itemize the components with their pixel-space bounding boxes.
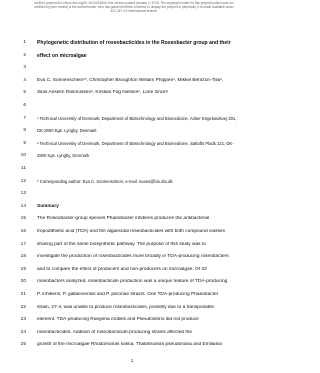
manuscript-line (0, 128, 264, 138)
section-heading: Summary (37, 203, 59, 209)
preprint-header-note: bioRxiv preprint doi: https://doi.org/10.1101/242842; this version posted January 4, 2018. The copyright holder for this preprint (which was not certified by peer review) is the author/funder, who has granted bioRxiv a license to display the preprint in perpetuity. It is made available under aCC-BY 4.0 International license. (34, 1, 234, 13)
line-number: 7 (23, 115, 26, 121)
manuscript-line (0, 305, 264, 315)
line-number: 8 (23, 128, 26, 134)
title-line: Phylogenetic distribution of roseobacticides in the Roseobacter group and their (37, 40, 231, 46)
line-number: 3 (23, 65, 26, 71)
manuscript-line (0, 103, 264, 113)
line-number: 13 (20, 191, 26, 197)
line-number: 6 (23, 103, 26, 108)
line-text: and to compare the effect of producers and non-producers on microalgae. Of 33 (37, 266, 207, 272)
line-text: ² Technical University of Denmark, Department of Biotechnology and Biomedicine, Søltofts Plads 221, DK- (37, 140, 234, 146)
line-number: 20 (20, 279, 26, 285)
line-text: strain, 27-4, was unable to produce roseobacticides, possibly due to a transposable (37, 304, 215, 310)
line-text: element. TDA-producing Ruegeria mobilis and Pseudovibrio did not produce (37, 317, 199, 323)
manuscript-line (0, 317, 264, 327)
line-text: DK-2800 Kgs. Lyngby, Denmark (37, 128, 97, 134)
manuscript-line (0, 267, 264, 277)
line-number: 4 (23, 77, 26, 83)
line-text: investigate the production of roseobacticides more broadly in TDA-producing roseobacters (37, 254, 229, 260)
line-number: 21 (20, 292, 26, 297)
title-line: effect on microalgae (37, 52, 87, 59)
line-text: P. inhibens, P. gallaeciensis and P. piscinae strains. One TDA-producing Phaeobacter (37, 292, 219, 297)
line-number: 24 (20, 329, 26, 335)
manuscript-line (0, 78, 264, 88)
manuscript-line (0, 153, 264, 163)
manuscript-line (0, 40, 264, 50)
line-number: 9 (23, 140, 26, 146)
line-text: Silas Anselm Rasmussen², Kristian Fog Nielsen², Lone Gram¹ (37, 90, 169, 96)
manuscript-line (0, 179, 264, 189)
manuscript-line (0, 65, 264, 75)
line-text: growth of the microalgae Rhodomonas salina, Thalassiosira pseudonana and Emiliania (37, 342, 222, 348)
line-text: tropodithietic acid (TDA) and the algaecidal roseobacticides with both compound classes (37, 229, 225, 234)
manuscript-line (0, 242, 264, 252)
line-text: roseobacters analyzed, roseobacticide production was a unique feature of TDA-producing (37, 279, 228, 285)
line-number: 25 (20, 342, 26, 348)
line-text: The Roseobacter-group species Phaeobacter inhibens produces the antibacterial (37, 216, 210, 222)
manuscript-line (0, 90, 264, 100)
line-text: roseobacticides. Addition of roseobacticide-producing strains affected the (37, 329, 193, 335)
line-text: 2800 Kgs. Lyngby, Denmark (37, 153, 90, 159)
line-number: 23 (20, 317, 26, 323)
manuscript-line (0, 166, 264, 176)
line-number: 22 (20, 304, 26, 310)
manuscript-line (0, 342, 264, 352)
manuscript-line (0, 216, 264, 226)
line-text: Eva C. Sonnenschein¹*, Christopher Broughton William Phippen¹, Mikkel Bentzon-Tilia¹, (37, 77, 224, 83)
line-number: 17 (20, 241, 26, 247)
manuscript-line (0, 292, 264, 302)
line-text: sharing part of the same biosynthetic pathway. The purpose of this study was to (37, 241, 206, 247)
line-number: 16 (20, 229, 26, 234)
page-number: 1 (130, 358, 134, 363)
manuscript-line (0, 204, 264, 214)
manuscript-line (0, 229, 264, 239)
manuscript-line (0, 116, 264, 126)
manuscript-line (0, 330, 264, 340)
line-text: * Corresponding author: Eva C. Sonnenschein; e-mail: evaso@bio.dtu.dk (37, 178, 173, 184)
manuscript-line (0, 141, 264, 151)
line-number: 11 (21, 166, 26, 171)
line-number: 18 (20, 254, 26, 260)
line-number: 5 (23, 90, 26, 96)
line-number: 12 (20, 178, 26, 184)
line-number: 15 (20, 216, 26, 222)
line-number: 10 (20, 153, 26, 159)
line-number: 14 (20, 203, 26, 209)
manuscript-line (0, 53, 264, 63)
line-text: ¹ Technical University of Denmark, Department of Biotechnology and Biomedicine, Anker Engelundsvej 301, (37, 115, 237, 121)
manuscript-line (0, 279, 264, 289)
manuscript-line (0, 191, 264, 201)
line-number: 1 (23, 40, 26, 45)
line-number: 2 (23, 52, 26, 58)
manuscript-line (0, 254, 264, 264)
line-number: 19 (20, 266, 26, 272)
